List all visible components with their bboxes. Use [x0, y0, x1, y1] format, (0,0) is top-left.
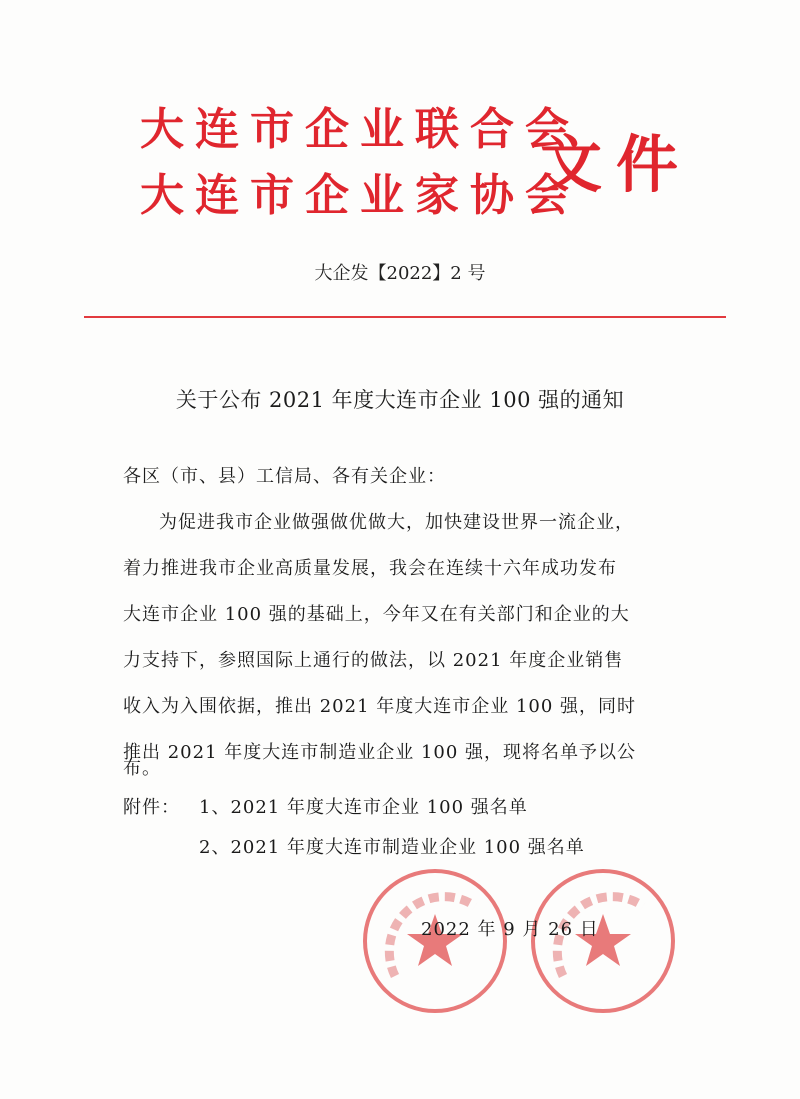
attachments-label: 附件： [123, 797, 180, 818]
attachment-item: 2、2021 年度大连市制造业企业 100 强名单 [199, 837, 585, 858]
attachment-item: 1、2021 年度大连市企业 100 强名单 [199, 797, 528, 818]
body-line: 推出 2021 年度大连市制造业企业 100 强，现将名单予以公 [123, 742, 637, 763]
notice-title: 关于公布 2021 年度大连市企业 100 强的通知 [175, 388, 625, 412]
org-name-line-1: 大连市企业联合会 [140, 104, 580, 155]
body-line: 力支持下，参照国际上通行的做法，以 2021 年度企业销售 [123, 650, 624, 671]
body-line: 为促进我市企业做强做优做大，加快建设世界一流企业， [159, 512, 634, 533]
body-line: 着力推进我市企业高质量发展，我会在连续十六年成功发布 [123, 558, 617, 579]
letterhead [140, 98, 700, 238]
seal-enterprise-confederation [360, 866, 510, 1016]
document-number: 大企发【2022】2 号 [314, 263, 486, 284]
body-line: 大连市企业 100 强的基础上，今年又在有关部门和企业的大 [123, 604, 630, 625]
body-line-last: 布。 [123, 758, 161, 779]
salutation: 各区（市、县）工信局、各有关企业： [123, 466, 446, 487]
issue-date: 2022 年 9 月 26 日 [421, 919, 599, 940]
document-type-label: 文件 [540, 128, 693, 201]
org-name-line-2: 大连市企业家协会 [140, 170, 580, 221]
red-divider [84, 316, 726, 318]
seal-entrepreneurs-association [528, 866, 678, 1016]
body-line: 收入为入围依据，推出 2021 年度大连市企业 100 强，同时 [123, 696, 637, 717]
